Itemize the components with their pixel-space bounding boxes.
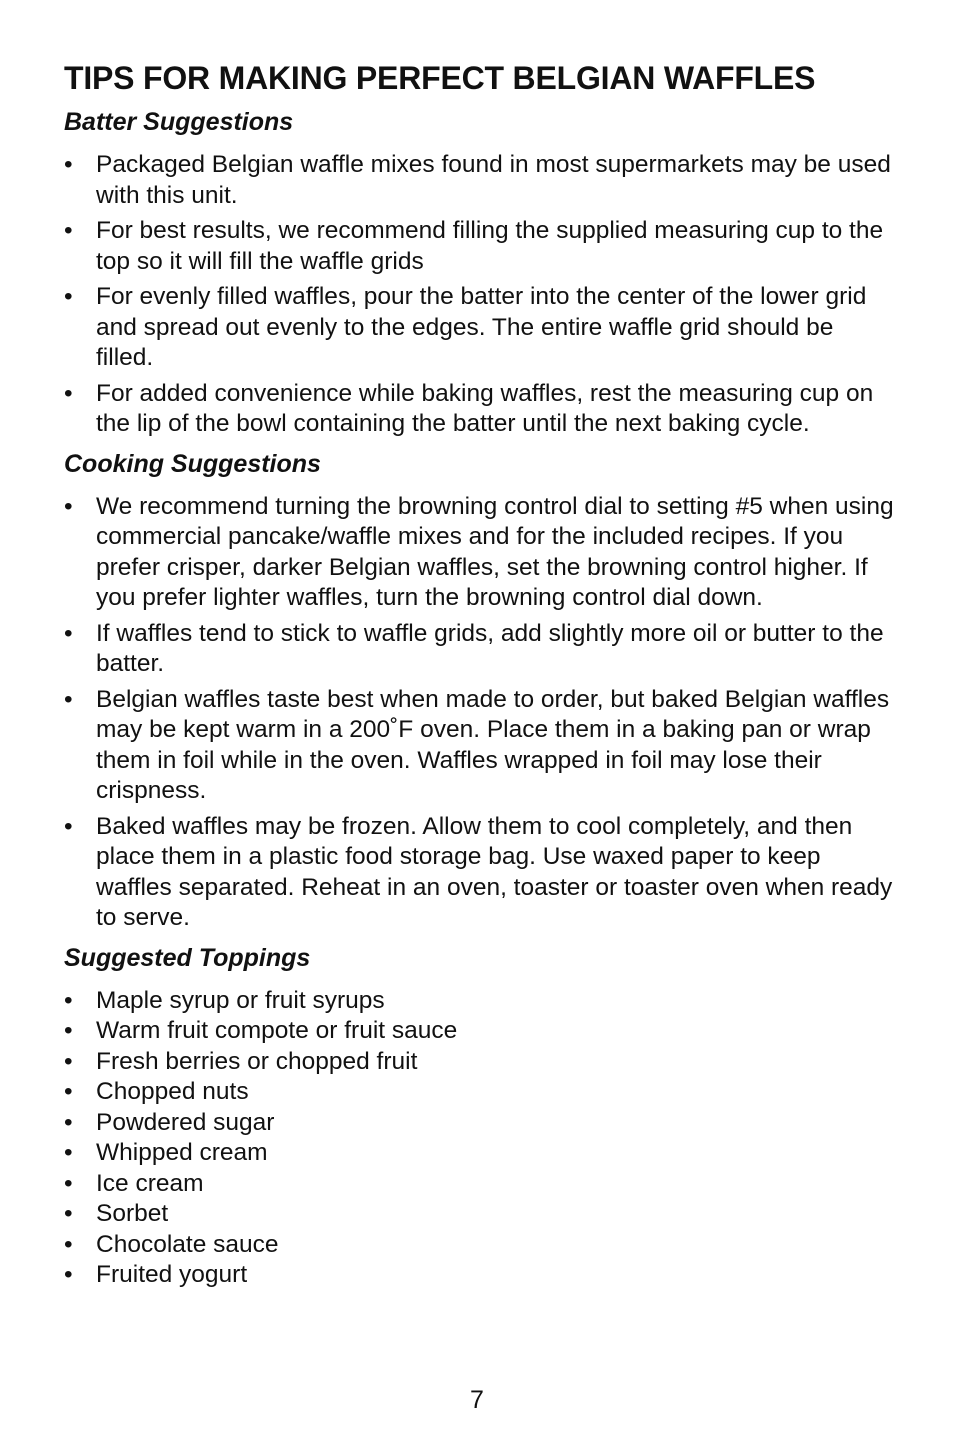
bullet-list [64,150,894,440]
list-item [64,1230,894,1261]
bullet-icon: • [64,1169,73,1197]
list-item-text: Warm fruit compote or fruit sauce [96,1017,458,1044]
page-title: TIPS FOR MAKING PERFECT BELGIAN WAFFLES [64,60,816,96]
bullet-icon: • [64,151,73,178]
bullet-icon: • [64,379,73,407]
bullet-icon: • [64,986,73,1014]
list-item-text: Packaged Belgian waffle mixes found in most supermarkets may be used with this unit. [96,151,891,209]
list-item [64,1260,894,1291]
list-item-text: For best results, we recommend filling the supplied measuring cup to the top so it will fill the waffle grids [96,217,884,275]
list-item-text: Whipped cream [96,1139,268,1166]
document-page [64,58,894,1299]
list-item-text: Fruited yogurt [96,1261,248,1288]
list-item-text: Chocolate sauce [96,1230,279,1258]
section-heading: Cooking Suggestions [64,449,321,478]
bullet-icon: • [64,1261,73,1288]
section-suggested-toppings [64,942,894,1291]
list-item [64,619,894,680]
section-heading: Suggested Toppings [64,943,311,972]
bullet-icon: • [64,812,73,840]
list-item [64,1016,894,1047]
list-item-text: For evenly filled waffles, pour the batter into the center of the lower grid and spread out evenly to the edges. The entire waffle grid should be filled. [96,283,867,371]
bullet-icon: • [64,492,73,520]
bullet-icon: • [64,1230,73,1258]
list-item [64,1199,894,1230]
bullet-icon: • [64,217,73,244]
bullet-icon: • [64,1017,73,1044]
list-item [64,1169,894,1200]
list-item-text: Fresh berries or chopped fruit [96,1047,418,1075]
list-item-text: Powdered sugar [96,1108,275,1136]
bullet-icon: • [64,1108,73,1136]
section-heading: Batter Suggestions [64,108,294,136]
list-item [64,492,894,614]
section-batter-suggestions [64,106,894,440]
list-item-text: Maple syrup or fruit syrups [96,986,385,1014]
list-item-text: For added convenience while baking waffles, rest the measuring cup on the lip of the bowl containing the batter until the next baking cycle. [96,379,874,437]
bullet-icon: • [64,685,73,713]
bullet-icon: • [64,619,73,647]
bullet-icon: • [64,1200,73,1227]
section-cooking-suggestions [64,448,894,934]
list-item-text: We recommend turning the browning control dial to setting #5 when using commercial pancake/waffle mixes and for the included recipes. If you prefer crisper, darker Belgian waffles, set the browning control higher. If you prefer lighter waffles, turn the browning control dial down. [96,492,894,611]
list-item [64,812,894,934]
bullet-list [64,986,894,1291]
list-item [64,282,894,374]
list-item [64,1077,894,1108]
list-item-text: Ice cream [96,1169,204,1197]
bullet-icon: • [64,283,73,310]
list-item-text: Chopped nuts [96,1078,249,1105]
page-number: 7 [470,1386,484,1414]
list-item [64,150,894,211]
list-item-text: Belgian waffles taste best when made to order, but baked Belgian waffles may be kept warm in a 200˚F oven. Place them in a baking pan or wrap them in foil while in the oven. Waffles wrapped in foil may lose their crispness. [96,685,890,804]
list-item [64,216,894,277]
bullet-icon: • [64,1047,73,1075]
list-item [64,986,894,1017]
list-item [64,1047,894,1078]
list-item [64,1108,894,1139]
list-item-text: Baked waffles may be frozen. Allow them to cool completely, and then place them in a plastic food storage bag. Use waxed paper to keep waffles separated. Reheat in an oven, toaster or toaster oven when ready to serve. [96,812,893,931]
bullet-icon: • [64,1078,73,1105]
list-item-text: Sorbet [96,1200,169,1227]
list-item [64,1138,894,1169]
list-item [64,379,894,440]
bullet-list [64,492,894,934]
bullet-icon: • [64,1139,73,1166]
list-item-text: If waffles tend to stick to waffle grids, add slightly more oil or butter to the batter. [96,619,884,677]
list-item [64,685,894,807]
